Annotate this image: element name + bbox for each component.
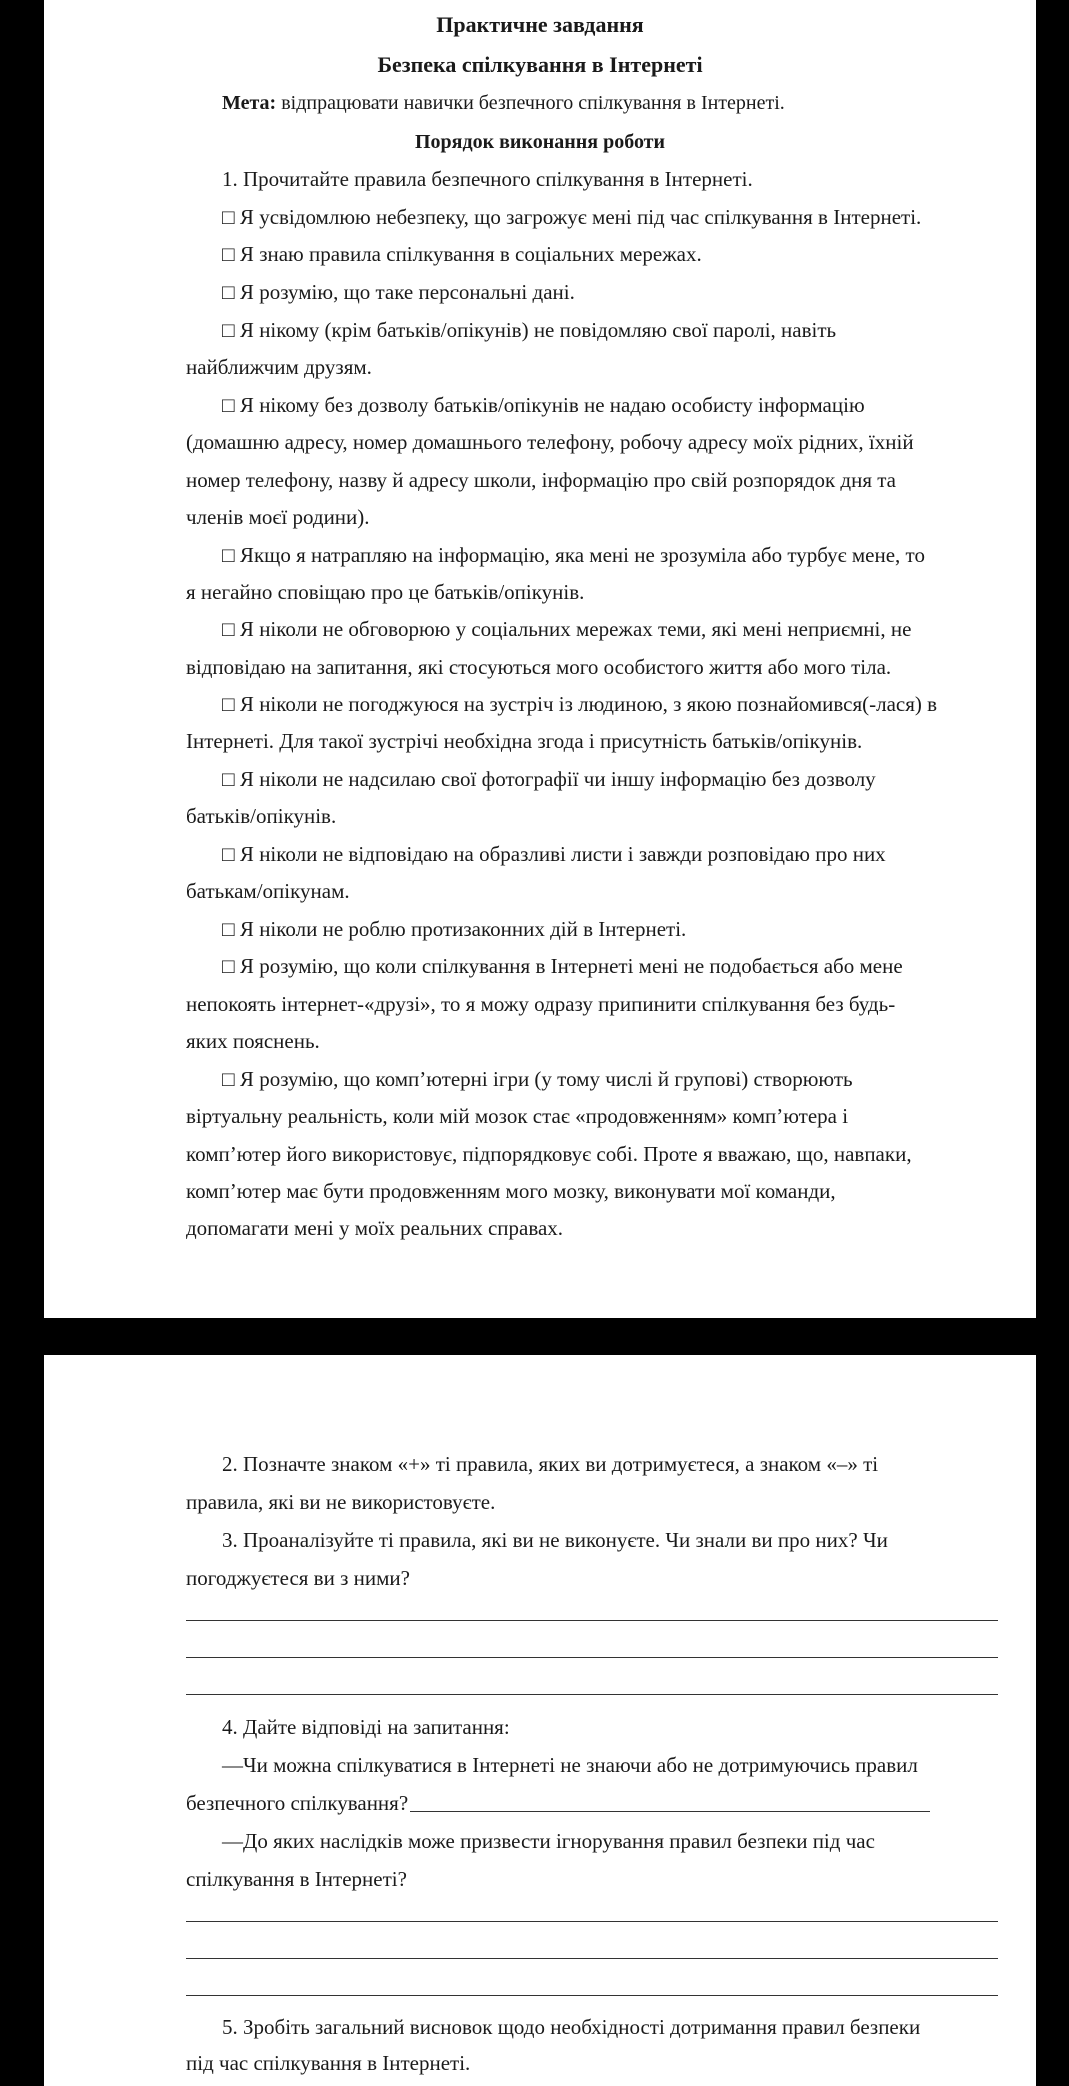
rule-line: □ Я ніколи не надсилаю свої фотографії чи іншу інформацію без дозволу xyxy=(222,767,876,791)
rule-line: □ Я знаю правила спілкування в соціальних мережах. xyxy=(222,242,702,266)
question-line: —Чи можна спілкуватися в Інтернеті не знаючи або не дотримуючись правил xyxy=(222,1753,918,1777)
task3-line: 3. Проаналізуйте ті правила, які ви не виконуєте. Чи знали ви про них? Чи xyxy=(222,1528,888,1552)
rule-line: □ Якщо я натрапляю на інформацію, яка мені не зрозуміла або турбує мене, то xyxy=(222,543,925,567)
question-line: спілкування в Інтернеті? xyxy=(186,1867,407,1891)
rule-line: я негайно сповіщаю про це батьків/опікунів. xyxy=(186,580,585,604)
question-text: безпечного спілкування? xyxy=(186,1791,409,1815)
task5-line: 5. Зробіть загальний висновок щодо необхідності дотримання правил безпеки xyxy=(222,2015,921,2039)
answer-line[interactable] xyxy=(186,1995,998,1996)
rule-line: Інтернеті. Для такої зустрічі необхідна згода і присутність батьків/опікунів. xyxy=(186,729,863,753)
task3-line: погоджуєтеся ви з ними? xyxy=(186,1566,410,1590)
rule-line: батьків/опікунів. xyxy=(186,804,337,828)
answer-line[interactable] xyxy=(186,1958,998,1959)
task1-instruction: 1. Прочитайте правила безпечного спілкування в Інтернеті. xyxy=(222,167,753,191)
document-page-1 xyxy=(44,0,1036,1318)
document-subtitle: Безпека спілкування в Інтернеті xyxy=(377,52,703,77)
rule-line: комп’ютер має бути продовженням мого мозку, виконувати мої команди, xyxy=(186,1179,836,1203)
rule-line: непокоять інтернет-«друзі», то я можу одразу припинити спілкування без будь- xyxy=(186,992,896,1016)
goal-label: Мета: xyxy=(222,92,277,114)
rule-line: комп’ютер його використовує, підпорядковує собі. Проте я вважаю, що, навпаки, xyxy=(186,1142,912,1166)
rule-line: (домашню адресу, номер домашнього телефону, робочу адресу моїх рідних, їхній xyxy=(186,430,914,454)
rule-line: □ Я ніколи не погоджуюся на зустріч із людиною, з якою познайомився(-лася) в xyxy=(222,692,938,716)
order-heading: Порядок виконання роботи xyxy=(414,131,666,153)
task5-line: під час спілкування в Інтернеті. xyxy=(186,2051,471,2075)
question-line xyxy=(186,1791,930,1815)
rule-line: номер телефону, назву й адресу школи, інформацію про свій розпорядок дня та xyxy=(186,468,896,492)
rule-line: □ Я нікому (крім батьків/опікунів) не повідомляю свої паролі, навіть xyxy=(222,318,837,342)
rule-line: відповідаю на запитання, які стосуються мого особистого життя або мого тіла. xyxy=(186,655,892,679)
rule-line: □ Я розумію, що коли спілкування в Інтернеті мені не подобається або мене xyxy=(222,954,903,978)
document-page-2 xyxy=(44,1355,1036,2086)
document-title: Практичне завдання xyxy=(436,12,644,37)
rule-line: □ Я розумію, що таке персональні дані. xyxy=(222,280,575,304)
answer-line[interactable] xyxy=(186,1620,998,1621)
rule-line: □ Я нікому без дозволу батьків/опікунів не надаю особисту інформацію xyxy=(222,393,865,417)
task2-line: 2. Позначте знаком «+» ті правила, яких ви дотримуєтеся, а знаком «–» ті xyxy=(222,1452,879,1476)
goal-line xyxy=(222,91,785,115)
question-line: —До яких наслідків може призвести ігнорування правил безпеки під час xyxy=(222,1829,875,1853)
rule-line: батькам/опікунам. xyxy=(186,879,350,903)
answer-line[interactable] xyxy=(186,1694,998,1695)
task4-heading: 4. Дайте відповіді на запитання: xyxy=(222,1715,510,1739)
rule-line: віртуальну реальність, коли мій мозок стає «продовженням» комп’ютера і xyxy=(186,1104,849,1128)
rule-line: допомагати мені у моїх реальних справах. xyxy=(186,1216,564,1240)
answer-blank[interactable] xyxy=(410,1811,930,1812)
rule-line: членів моєї родини). xyxy=(186,505,370,529)
rule-line: найближчим друзям. xyxy=(186,355,372,379)
rule-line: □ Я розумію, що комп’ютерні ігри (у тому числі й групові) створюють xyxy=(222,1067,853,1091)
rule-line: □ Я ніколи не відповідаю на образливі листи і завжди розповідаю про них xyxy=(222,842,886,866)
answer-line[interactable] xyxy=(186,1921,998,1922)
rule-line: □ Я ніколи не обговорюю у соціальних мережах теми, які мені неприємні, не xyxy=(222,617,912,641)
rule-line: □ Я ніколи не роблю протизаконних дій в Інтернеті. xyxy=(222,917,687,941)
rule-line: яких пояснень. xyxy=(186,1029,320,1053)
goal-text: відпрацювати навички безпечного спілкування в Інтернеті. xyxy=(276,92,785,114)
rule-line: □ Я усвідомлюю небезпеку, що загрожує мені під час спілкування в Інтернеті. xyxy=(222,205,922,229)
task2-line: правила, які ви не використовуєте. xyxy=(186,1490,496,1514)
answer-line[interactable] xyxy=(186,1657,998,1658)
